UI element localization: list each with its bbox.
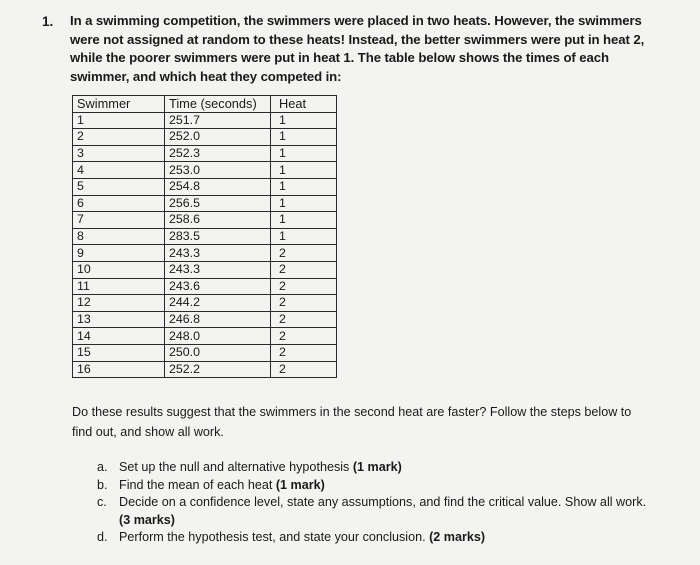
question-prompt: Do these results suggest that the swimmers in the second heat are faster? Follow the steps below to find out, and show all work.: [72, 405, 632, 439]
cell-time: 250.0: [165, 344, 271, 361]
cell-heat: 2: [271, 361, 337, 378]
cell-swimmer: 14: [73, 328, 165, 345]
cell-swimmer: 10: [73, 261, 165, 278]
cell-swimmer: 13: [73, 311, 165, 328]
cell-heat: 1: [271, 145, 337, 162]
question-number: 1.: [42, 14, 54, 29]
cell-time: 244.2: [165, 295, 271, 312]
cell-time: 254.8: [165, 178, 271, 195]
sub-question-text: [119, 459, 657, 477]
sub-question-text: [119, 529, 657, 547]
cell-time: 256.5: [165, 195, 271, 212]
cell-heat: 1: [271, 112, 337, 129]
sub-question: [97, 494, 657, 529]
sub-question-marks: (1 mark): [275, 477, 325, 492]
table-row: [73, 112, 337, 129]
cell-heat: 2: [271, 245, 337, 262]
sub-question-marks: (2 marks): [429, 530, 486, 544]
sub-question-text: [119, 477, 657, 495]
cell-time: 246.8: [165, 311, 271, 328]
cell-time: 252.3: [165, 145, 271, 162]
table-row: [73, 162, 337, 179]
sub-question-body: Find the mean of each heat: [119, 477, 276, 492]
cell-heat: 2: [271, 278, 337, 295]
header-time: Time (seconds): [165, 96, 271, 113]
cell-swimmer: 4: [73, 162, 165, 179]
swimmer-times-table: [72, 95, 337, 378]
sub-question-label: c.: [97, 495, 107, 509]
cell-heat: 1: [271, 162, 337, 179]
table-row: [73, 178, 337, 195]
cell-time: 253.0: [165, 162, 271, 179]
cell-heat: 2: [271, 311, 337, 328]
sub-question-label: d.: [97, 530, 108, 544]
table-row: [73, 195, 337, 212]
table-row: [73, 344, 337, 361]
cell-swimmer: 7: [73, 212, 165, 229]
cell-swimmer: 11: [73, 278, 165, 295]
cell-swimmer: 6: [73, 195, 165, 212]
sub-question-label: a.: [97, 460, 108, 474]
cell-heat: 1: [271, 178, 337, 195]
cell-heat: 2: [271, 261, 337, 278]
cell-time: 258.6: [165, 212, 271, 229]
sub-question: [97, 477, 657, 495]
sub-question-text: [119, 494, 657, 529]
sub-question-body: Perform the hypothesis test, and state your conclusion.: [119, 530, 430, 544]
cell-swimmer: 8: [73, 228, 165, 245]
cell-time: 248.0: [165, 328, 271, 345]
cell-swimmer: 1: [73, 112, 165, 129]
cell-swimmer: 2: [73, 129, 165, 146]
cell-time: 283.5: [165, 228, 271, 245]
cell-time: 252.0: [165, 129, 271, 146]
table-row: [73, 328, 337, 345]
table-row: [73, 261, 337, 278]
cell-heat: 2: [271, 328, 337, 345]
sub-question-body: Decide on a confidence level, state any assumptions, and find the critical value. Show all work.: [119, 495, 647, 509]
sub-question-label: b.: [97, 477, 108, 492]
question-intro: In a swimming competition, the swimmers were placed in two heats. However, the swimmers were not assigned at random to these heats! Instead, the better swimmers were put in heat 2, while the poorer swimmers were put in heat 1. The table below shows the times of each swimmer, and which heat they competed in:: [70, 13, 645, 84]
sub-question-marks: (3 marks): [119, 512, 176, 527]
cell-heat: 2: [271, 344, 337, 361]
cell-swimmer: 16: [73, 361, 165, 378]
table-row: [73, 212, 337, 229]
cell-time: 251.7: [165, 112, 271, 129]
sub-questions: [97, 459, 657, 547]
table-row: [73, 228, 337, 245]
cell-time: 252.2: [165, 361, 271, 378]
table-row: [73, 311, 337, 328]
header-heat: Heat: [271, 96, 337, 113]
cell-heat: 1: [271, 228, 337, 245]
sub-question: [97, 529, 657, 547]
table-row: [73, 129, 337, 146]
cell-swimmer: 9: [73, 245, 165, 262]
table-header-row: [73, 96, 337, 113]
cell-heat: 1: [271, 129, 337, 146]
sub-question: [97, 459, 657, 477]
table-row: [73, 361, 337, 378]
cell-time: 243.3: [165, 261, 271, 278]
cell-heat: 1: [271, 195, 337, 212]
table-row: [73, 145, 337, 162]
cell-swimmer: 5: [73, 178, 165, 195]
cell-heat: 1: [271, 212, 337, 229]
table-row: [73, 245, 337, 262]
cell-heat: 2: [271, 295, 337, 312]
header-swimmer: Swimmer: [73, 96, 165, 113]
sub-question-marks: (1 mark): [352, 460, 402, 474]
table-row: [73, 295, 337, 312]
cell-time: 243.6: [165, 278, 271, 295]
cell-time: 243.3: [165, 245, 271, 262]
sub-question-body: Set up the null and alternative hypothesis: [119, 460, 353, 474]
cell-swimmer: 15: [73, 344, 165, 361]
table-row: [73, 278, 337, 295]
cell-swimmer: 3: [73, 145, 165, 162]
cell-swimmer: 12: [73, 295, 165, 312]
